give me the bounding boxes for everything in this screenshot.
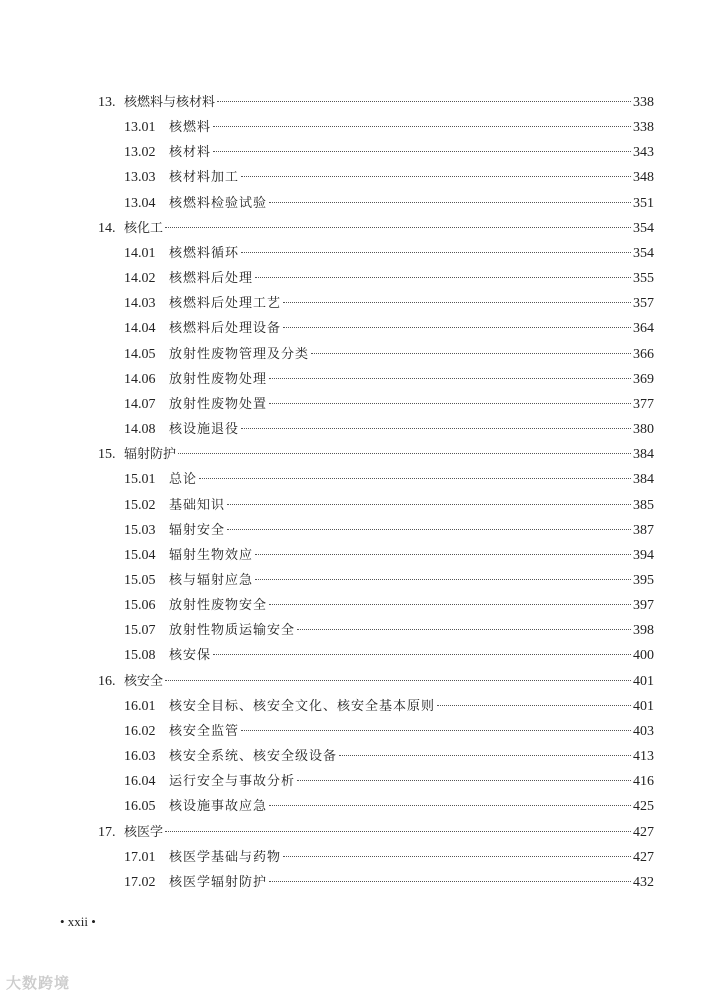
entry-number: 17. — [98, 824, 116, 840]
toc-section-entry[interactable] — [98, 546, 654, 571]
dot-leader — [297, 629, 631, 630]
dot-leader — [165, 831, 631, 832]
entry-number: 15.02 — [124, 497, 156, 513]
dot-leader — [255, 579, 631, 580]
entry-title: 核燃料循环 — [169, 245, 240, 261]
entry-page-number: 395 — [633, 572, 654, 588]
entry-number: 13.01 — [124, 120, 156, 136]
dot-leader — [269, 403, 631, 404]
entry-page-number: 432 — [633, 874, 654, 890]
entry-page-number: 338 — [633, 120, 654, 136]
entry-number: 15.07 — [124, 623, 156, 639]
entry-number: 16.01 — [124, 698, 156, 714]
entry-number: 15.03 — [124, 522, 156, 538]
entry-number: 13. — [98, 95, 116, 110]
entry-page-number: 357 — [633, 296, 654, 312]
entry-title: 核医学辐射防护 — [169, 874, 268, 890]
toc-section-entry[interactable] — [98, 496, 654, 521]
toc-section-entry[interactable] — [98, 470, 654, 495]
entry-page-number: 364 — [633, 321, 654, 337]
dot-leader — [241, 428, 631, 429]
entry-number: 14. — [98, 220, 116, 236]
dot-leader — [227, 529, 631, 530]
dot-leader — [437, 705, 631, 706]
toc-section-entry[interactable] — [98, 118, 654, 143]
toc-section-entry[interactable] — [98, 521, 654, 546]
toc-section-entry[interactable] — [98, 319, 654, 344]
dot-leader — [255, 277, 631, 278]
entry-page-number: 427 — [633, 824, 654, 840]
toc-chapter-entry[interactable] — [98, 445, 654, 470]
entry-page-number: 416 — [633, 774, 654, 790]
entry-number: 16.02 — [124, 723, 156, 739]
toc-section-entry[interactable] — [98, 873, 654, 898]
toc-section-entry[interactable] — [98, 395, 654, 420]
entry-number: 16.05 — [124, 799, 156, 815]
entry-title: 核与辐射应急 — [169, 572, 254, 588]
entry-page-number: 343 — [633, 145, 654, 161]
toc-section-entry[interactable] — [98, 772, 654, 797]
entry-number: 16. — [98, 673, 116, 689]
entry-title: 核燃料 — [169, 120, 212, 136]
entry-page-number: 397 — [633, 598, 654, 614]
toc-chapter-entry[interactable] — [98, 93, 654, 118]
entry-page-number: 369 — [633, 371, 654, 387]
dot-leader — [269, 202, 631, 203]
toc-chapter-entry[interactable] — [98, 672, 654, 697]
entry-number: 14.04 — [124, 321, 156, 337]
entry-title: 核设施事故应急 — [169, 799, 268, 815]
entry-title: 核安全 — [124, 673, 164, 689]
entry-title: 总论 — [169, 472, 198, 488]
entry-number: 13.04 — [124, 195, 156, 211]
entry-number: 15.08 — [124, 648, 156, 664]
dot-leader — [269, 378, 631, 379]
entry-number: 13.02 — [124, 145, 156, 161]
entry-number: 14.01 — [124, 245, 156, 261]
toc-section-entry[interactable] — [98, 244, 654, 269]
toc-chapter-entry[interactable] — [98, 219, 654, 244]
entry-number: 14.03 — [124, 296, 156, 312]
dot-leader — [165, 680, 631, 681]
entry-title: 核燃料后处理 — [169, 271, 254, 287]
entry-number: 15.01 — [124, 472, 156, 488]
entry-page-number: 413 — [633, 749, 654, 765]
entry-page-number: 403 — [633, 723, 654, 739]
entry-number: 14.05 — [124, 346, 156, 362]
toc-section-entry[interactable] — [98, 596, 654, 621]
entry-page-number: 385 — [633, 497, 654, 513]
dot-leader — [227, 504, 631, 505]
dot-leader — [283, 327, 631, 328]
entry-page-number: 394 — [633, 547, 654, 563]
entry-number: 13.03 — [124, 170, 156, 186]
entry-page-number: 387 — [633, 522, 654, 538]
entry-title: 放射性物质运输安全 — [169, 623, 296, 639]
entry-number: 14.06 — [124, 371, 156, 387]
entry-page-number: 398 — [633, 623, 654, 639]
entry-title: 核安全目标、核安全文化、核安全基本原则 — [169, 698, 436, 714]
dot-leader — [269, 805, 631, 806]
dot-leader — [213, 126, 631, 127]
toc-section-entry[interactable] — [98, 797, 654, 822]
entry-number: 16.03 — [124, 749, 156, 765]
entry-page-number: 400 — [633, 648, 654, 664]
dot-leader — [165, 227, 631, 228]
dot-leader — [217, 101, 631, 102]
entry-number: 17.02 — [124, 874, 156, 890]
toc-section-entry[interactable] — [98, 722, 654, 747]
toc-section-entry[interactable] — [98, 646, 654, 671]
toc-section-entry[interactable] — [98, 168, 654, 193]
entry-title: 核燃料后处理设备 — [169, 321, 282, 337]
entry-page-number: 348 — [633, 170, 654, 186]
toc-section-entry[interactable] — [98, 420, 654, 445]
toc-section-entry[interactable] — [98, 697, 654, 722]
toc-section-entry[interactable] — [98, 571, 654, 596]
toc-section-entry[interactable] — [98, 621, 654, 646]
dot-leader — [283, 302, 631, 303]
dot-leader — [311, 353, 631, 354]
entry-title: 放射性废物管理及分类 — [169, 346, 310, 362]
entry-title: 放射性废物处置 — [169, 396, 268, 412]
page-number-folio: • xxii • — [60, 914, 96, 929]
entry-title: 辐射防护 — [124, 447, 177, 463]
dot-leader — [241, 730, 631, 731]
entry-title: 核医学基础与药物 — [169, 849, 282, 865]
entry-title: 放射性废物安全 — [169, 598, 268, 614]
entry-title: 放射性废物处理 — [169, 371, 268, 387]
toc-chapter-entry[interactable] — [98, 823, 654, 848]
toc-section-entry[interactable] — [98, 848, 654, 873]
entry-page-number: 401 — [633, 698, 654, 714]
entry-title: 核医学 — [124, 824, 164, 840]
entry-number: 14.07 — [124, 396, 156, 412]
toc-section-entry[interactable] — [98, 194, 654, 219]
dot-leader — [297, 780, 631, 781]
entry-title: 辐射安全 — [169, 522, 226, 538]
toc-section-entry[interactable] — [98, 747, 654, 772]
toc-section-entry[interactable] — [98, 143, 654, 168]
entry-title: 核燃料后处理工艺 — [169, 296, 282, 312]
dot-leader — [283, 856, 631, 857]
entry-title: 核安保 — [169, 648, 212, 664]
dot-leader — [241, 176, 631, 177]
entry-title: 核化工 — [124, 220, 164, 236]
entry-page-number: 351 — [633, 195, 654, 211]
entry-page-number: 425 — [633, 799, 654, 815]
entry-title: 辐射生物效应 — [169, 547, 254, 563]
entry-page-number: 377 — [633, 396, 654, 412]
entry-title: 基础知识 — [169, 497, 226, 513]
toc-section-entry[interactable] — [98, 269, 654, 294]
entry-number: 15. — [98, 447, 116, 463]
watermark-logo: 大数跨境 — [6, 974, 71, 992]
dot-leader — [213, 151, 631, 152]
entry-number: 15.05 — [124, 572, 156, 588]
entry-page-number: 354 — [633, 245, 654, 261]
entry-page-number: 354 — [633, 220, 654, 236]
entry-title: 核燃料检验试验 — [169, 195, 268, 211]
entry-page-number: 401 — [633, 673, 654, 689]
dot-leader — [269, 881, 631, 882]
entry-title: 运行安全与事故分析 — [169, 774, 296, 790]
dot-leader — [178, 453, 631, 454]
entry-number: 16.04 — [124, 774, 156, 790]
entry-number: 14.08 — [124, 422, 156, 438]
toc-section-entry[interactable] — [98, 345, 654, 370]
entry-title: 核材料 — [169, 145, 212, 161]
entry-title: 核安全系统、核安全级设备 — [169, 749, 338, 765]
toc-section-entry[interactable] — [98, 370, 654, 395]
entry-number: 15.06 — [124, 598, 156, 614]
entry-page-number: 427 — [633, 849, 654, 865]
dot-leader — [241, 252, 631, 253]
entry-number: 14.02 — [124, 271, 156, 287]
entry-page-number: 384 — [633, 472, 654, 488]
entry-title: 核安全监管 — [169, 723, 240, 739]
entry-title: 核燃料与核材料 — [124, 95, 216, 110]
entry-page-number: 355 — [633, 271, 654, 287]
dot-leader — [199, 478, 631, 479]
entry-title: 核材料加工 — [169, 170, 240, 186]
entry-title: 核设施退役 — [169, 422, 240, 438]
entry-page-number: 366 — [633, 346, 654, 362]
dot-leader — [213, 654, 631, 655]
dot-leader — [339, 755, 631, 756]
toc-section-entry[interactable] — [98, 294, 654, 319]
dot-leader — [255, 554, 631, 555]
entry-number: 17.01 — [124, 849, 156, 865]
entry-page-number: 384 — [633, 447, 654, 463]
dot-leader — [269, 604, 631, 605]
table-of-contents — [98, 93, 654, 898]
entry-page-number: 380 — [633, 422, 654, 438]
entry-number: 15.04 — [124, 547, 156, 563]
entry-page-number: 338 — [633, 95, 654, 110]
